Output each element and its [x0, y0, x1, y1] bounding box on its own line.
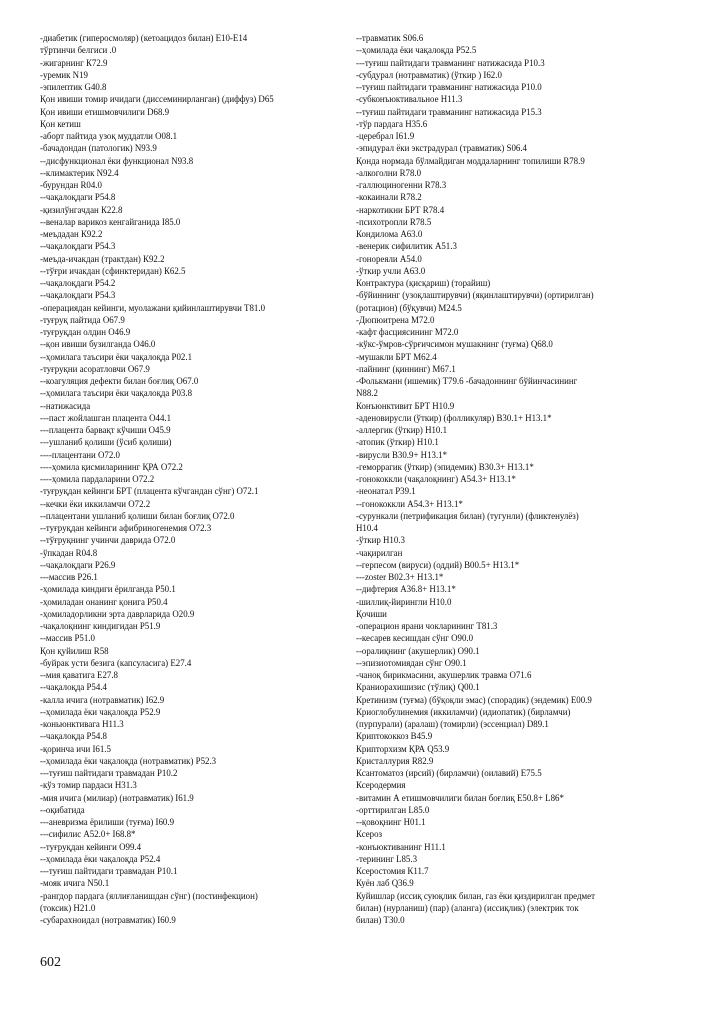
index-entry: -калла ичига (нотравматик) I62.9 — [40, 694, 165, 705]
index-entry: --веналар варикоз кенгайганида I85.0 — [40, 216, 181, 227]
index-entry: -чақалоқнинг киндигидан Р51.9 — [40, 621, 161, 631]
index-entry: --дифтерия А36.8+ Н13.1* — [356, 584, 456, 595]
index-entry: (пурпурали) (аралаш) (томирли) (эссенциал) D89.1 — [356, 719, 549, 729]
index-entry: -тўр пардага Н35.6 — [356, 118, 428, 129]
index-entry: -наркотикни БРТ R78.4 — [356, 204, 445, 215]
index-entry: Қон кетиш — [40, 118, 81, 129]
index-entry: -неонатал Р39.1 — [356, 486, 416, 497]
index-entry: -аллергик (ўткир) Н10.1 — [356, 425, 448, 435]
index-entry: --чақалоқда Р54.4 — [40, 682, 107, 693]
index-entry: -мия ичига (милиар) (нотравматик) I61.9 — [40, 792, 194, 803]
index-entry: -терининг L85.3 — [356, 853, 418, 864]
index-entry: --тўғри ичакдан (сфинктеридан) К62.5 — [40, 265, 186, 276]
index-entry: Қон ивиши етишмовчилиги D68.9 — [40, 106, 170, 117]
index-entry: --чақалоқдаги Р26.9 — [40, 559, 116, 570]
index-entry: -диабетик (гиперосмоляр) (кетоацидоз билан) Е10-Е14 — [40, 33, 248, 43]
index-entry: -Фолькманн (ишемик) Т79.6 -бачадоннинг бўйинчасининг — [356, 376, 578, 386]
index-entry: ---массив Р26.1 — [40, 572, 98, 582]
index-entry: --гонококкли А54.3+ Н13.1* — [356, 498, 463, 509]
index-entry: Қон ивиши томир ичидаги (диссеминирланган) (диффуз) D65 — [40, 94, 274, 105]
index-entry: тўртинчи белгиси .0 — [40, 45, 117, 56]
index-entry: Қонда нормада бўлмайдиган моддаларнинг топилиши R78.9 — [356, 155, 585, 166]
index-entry: --тўғруқнинг учинчи даврида О72.0 — [40, 535, 176, 546]
index-entry: --чақалоқдаги Р54.3 — [40, 290, 116, 301]
index-entry: -витамин А етишмовчилиги билан боғлиқ Е50.8+ L86* — [356, 792, 564, 803]
index-entry: -субдурал (нотравматик) (ўткир ) I62.0 — [356, 69, 502, 80]
index-entry: -геморрагик (ўткир) (эпидемик) В30.3+ Н13.1* — [356, 461, 534, 472]
index-entry: --туғиш пайтидаги травманинг натижасида Р15.3 — [356, 106, 542, 117]
index-entry: --ҳомилада ёки чақалоқда Р52.5 — [356, 45, 477, 56]
index-entry: -коньюнктивага Н11.3 — [40, 719, 124, 729]
index-entry: --дисфункционал ёки функционал N93.8 — [40, 155, 194, 166]
index-entry: -ҳомиладорликни эрта даврларида О20.9 — [40, 608, 195, 619]
index-entry: -туғруқдан олдин О46.9 — [40, 327, 131, 337]
index-entry: Қочиши — [356, 608, 387, 619]
index-entry: ---туғиш пайтидаги травманинг натижасида Р10.3 — [356, 57, 545, 68]
index-entry: ---паст жойлашган плацента О44.1 — [40, 412, 172, 423]
index-entry: -субконъюктивальное Н11.3 — [356, 94, 463, 105]
index-entry: --натижасида — [40, 400, 91, 411]
index-entry: -ўткир Н10.3 — [356, 535, 405, 546]
index-entry: Крипторхизм ҚРА Q53.9 — [356, 743, 450, 754]
index-entry: -қизилўнгачдан К22.8 — [40, 204, 123, 215]
left-column — [40, 32, 350, 926]
index-entry: Кристаллурия R82.9 — [356, 755, 434, 766]
index-entry: Ксероз — [356, 829, 383, 840]
index-entry: -атопик (ўткир) Н10.1 — [356, 437, 439, 448]
index-entry: -рангдор пардага (яллиғланишдан сўнг) (постинфекцион) — [40, 890, 258, 901]
index-entry: --ҳомилада ёки чақалоқда (нотравматик) Р52.3 — [40, 755, 217, 766]
index-entry: Куён лаб Q36.9 — [356, 878, 414, 889]
index-entry: -меъда-ичакдан (трактдан) К92.2 — [40, 253, 165, 264]
index-entry: --плацентани ушланиб қолиши билан боғлиқ О72.0 — [40, 510, 235, 521]
index-entry: Криптококкоз В45.9 — [356, 731, 433, 742]
index-entry: Ксеростомия К11.7 — [356, 866, 429, 876]
index-entry: --туғиш пайтидаги травманинг натижасида Р10.0 — [356, 82, 542, 92]
index-entry: --кечки ёки иккиламчи О72.2 — [40, 498, 151, 509]
index-entry: -сурункали (петрификация билан) (тугунли) (фликтенулёз) — [356, 510, 579, 521]
index-entry: -буйрак усти безига (капсуласига) Е27.4 — [40, 657, 192, 668]
index-entry: (токсик) Н21.0 — [40, 902, 96, 913]
index-entry: -Дюпюитрена М72.0 — [356, 314, 435, 325]
index-entry: --ҳомилада ёки чақалоқда Р52.9 — [40, 706, 161, 717]
index-entry: Қон қуйилиш R58 — [40, 645, 109, 656]
index-entry: --қон ивиши бузилганда О46.0 — [40, 339, 156, 350]
index-entry: Кондилома А63.0 — [356, 229, 423, 239]
index-entry: -аборт пайтида узоқ муддатли О08.1 — [40, 131, 178, 141]
index-entry: -ҳомилада киндиги ёрилганда Р50.1 — [40, 584, 176, 595]
index-entry: ---сифилис А52.0+ I68.8* — [40, 829, 136, 840]
index-entry: --эпизиотомиядан сўнг О90.1 — [356, 657, 467, 668]
index-entry: -бўйиннинг (узоқлаштирувчи) (яқинлаштирувчи) (ортирилган) — [356, 290, 594, 301]
index-entry: -бурундан R04.0 — [40, 180, 102, 190]
index-entry: ---zoster В02.3+ Н13.1* — [356, 572, 444, 582]
index-entry: N88.2 — [356, 388, 378, 399]
right-column — [356, 32, 686, 926]
index-entry: (ротацион) (бўқувчи) М24.5 — [356, 302, 462, 313]
index-entry: ---аневризма ёрилиши (туғма) I60.9 — [40, 817, 175, 827]
index-entry: -кокаинали R78.2 — [356, 192, 422, 203]
index-entry: Контрактура (қисқариш) (торайиш) — [356, 278, 491, 288]
index-entry: ----плацентани О72.0 — [40, 449, 120, 460]
index-entry: -эпилептик G40.8 — [40, 82, 107, 92]
index-entry: -кўкс-ўмров-сўрғичсимон мушакнинг (туғма) Q68.0 — [356, 339, 553, 350]
index-entry: -гонореяли А54.0 — [356, 253, 422, 264]
index-entry: -уремик N19 — [40, 69, 88, 80]
index-entry: -психотропли R78.5 — [356, 216, 432, 227]
index-entry: -субарахноидал (нотравматик) I60.9 — [40, 915, 176, 925]
index-entry: --чақалоқдаги Р54.3 — [40, 241, 116, 252]
index-entry: -гонококкли (чақалоқнинг) А54.3+ Н13.1* — [356, 474, 516, 484]
index-entry: -туғруқ пайтида О67.9 — [40, 314, 125, 325]
index-entry: --коагуляция дефекти билан боғлиқ О67.0 — [40, 376, 199, 386]
index-entry: -мушакли БРТ М62.4 — [356, 351, 437, 362]
index-entry: --климактерик N92.4 — [40, 167, 119, 178]
index-entry: Н10.4 — [356, 523, 378, 533]
index-entry: --чақалоқдаги Р54.2 — [40, 278, 116, 288]
index-entry: ----ҳомила пардаларини О72.2 — [40, 474, 155, 484]
index-entry: --ҳомилада ёки чақалоқда Р52.4 — [40, 853, 161, 864]
index-entry: -мояк ичига N50.1 — [40, 878, 110, 889]
index-entry: -кафт фасциясининг М72.0 — [356, 327, 459, 337]
index-entry: -вирусли В30.9+ Н13.1* — [356, 449, 448, 460]
index-entry: -церебрал I61.9 — [356, 131, 415, 141]
index-entry: Кретинизм (туғма) (бўқоқли эмас) (спорадик) (эндемик) Е00.9 — [356, 694, 592, 705]
index-entry: -ҳомиладан онанинг қонига Р50.4 — [40, 596, 168, 607]
index-entry: --туғруқдан кейинги афибриногенемия О72.3 — [40, 523, 212, 533]
index-entry: --мия қаватига Е27.8 — [40, 670, 118, 680]
index-entry: Краниорахишизис (тўлиқ) Q00.1 — [356, 682, 480, 693]
index-entry: --оралиқнинг (акушерлик) О90.1 — [356, 645, 480, 656]
index-entry: ----ҳомила қисмиларининг ҚРА О72.2 — [40, 461, 183, 472]
index-entry: --чақалоқда Р54.8 — [40, 731, 107, 742]
index-entry: Криоглобулинемия (иккиламчи) (идиопатик) (бирламчи) — [356, 706, 571, 717]
index-entry: -меъдадан К92.2 — [40, 229, 103, 239]
index-entry: --герпесом (вируси) (оддий) В00.5+ Н13.1* — [356, 559, 520, 570]
index-entry: -кўз томир пардаси Н31.3 — [40, 780, 137, 791]
index-entry: -чаноқ бирикмасини, акушерлик травма О71.6 — [356, 670, 532, 680]
index-entry: --туғруқдан кейинги О99.4 — [40, 841, 142, 852]
index-entry: -пайнинг (қиннинг) М67.1 — [356, 363, 456, 374]
index-entry: Ксеродермия — [356, 780, 406, 791]
index-entry: билан) (нурланиш) (пар) (аланга) (иссиқлик) (электрик ток — [356, 902, 579, 913]
page-number: 602 — [40, 955, 61, 970]
index-entry: --чақалоқдаги Р54.8 — [40, 192, 116, 203]
index-entry: -чақирилган — [356, 547, 403, 558]
index-entry: билан) Т30.0 — [356, 915, 405, 925]
index-entry: -конъюктиванинг Н11.1 — [356, 841, 446, 852]
index-entry: -операциядан кейинги, муолажани қийинлаштирувчи Т81.0 — [40, 302, 266, 313]
index-entry: -эпидурал ёки экстрадурал (травматик) S06.4 — [356, 143, 527, 154]
index-entry: -ўткир учли А63.0 — [356, 265, 426, 276]
index-entry: -галлюциногенни R78.3 — [356, 180, 447, 190]
index-entry: --оқибатида — [40, 804, 85, 815]
index-entry: -операцион ярани чокларининг Т81.3 — [356, 621, 498, 631]
index-entry: ---плацента барвақт кўчиши О45.9 — [40, 425, 171, 435]
index-entry: -жигарнинг К72.9 — [40, 57, 108, 68]
index-entry: -аденовирусли (ўткир) (фолликуляр) В30.1+ Н13.1* — [356, 412, 552, 423]
index-entry: --ҳомилага таъсири ёки чақалоқда Р03.8 — [40, 388, 193, 399]
index-entry: Куйишлар (иссиқ суюқлик билан, газ ёки қиздирилган предмет — [356, 890, 595, 901]
index-entry: -ўпкадан R04.8 — [40, 547, 98, 558]
index-entry: -туғруқдан кейинги БРТ (плацента кўчгандан сўнг) О72.1 — [40, 486, 259, 497]
index-entry: Ксантоматоз (ирсий) (бирламчи) (оилавий) Е75.5 — [356, 768, 542, 778]
index-entry: ---туғиш пайтидаги травмадан Р10.2 — [40, 768, 178, 778]
index-entry: -шиллиқ-йирингли Н10.0 — [356, 596, 452, 607]
index-entry: ---ушланиб қолиши (ўсиб қолиши) — [40, 437, 172, 448]
index-entry: --ҳомилага таъсири ёки чақалоқда Р02.1 — [40, 351, 193, 362]
index-entry: -орттирилган L85.0 — [356, 804, 430, 815]
index-entry: -венерик сифилитик А51.3 — [356, 241, 457, 252]
index-entry: --массив Р51.0 — [40, 633, 95, 644]
index-entry: -туғруқни асоратловчи О67.9 — [40, 363, 150, 374]
index-entry: -қоринча ичи I61.5 — [40, 743, 111, 754]
index-entry: --травматик S06.6 — [356, 33, 424, 43]
index-entry: Конъюнктивит БРТ Н10.9 — [356, 400, 455, 411]
index-entry: --қовоқнинг Н01.1 — [356, 817, 426, 827]
index-entry: ---туғиш пайтидаги травмадан Р10.1 — [40, 866, 178, 876]
index-entry: -бачадондан (патологик) N93.9 — [40, 143, 157, 154]
index-entry: -алкоголни R78.0 — [356, 167, 422, 178]
index-entry: --кесарев кесишдан сўнг О90.0 — [356, 633, 474, 644]
